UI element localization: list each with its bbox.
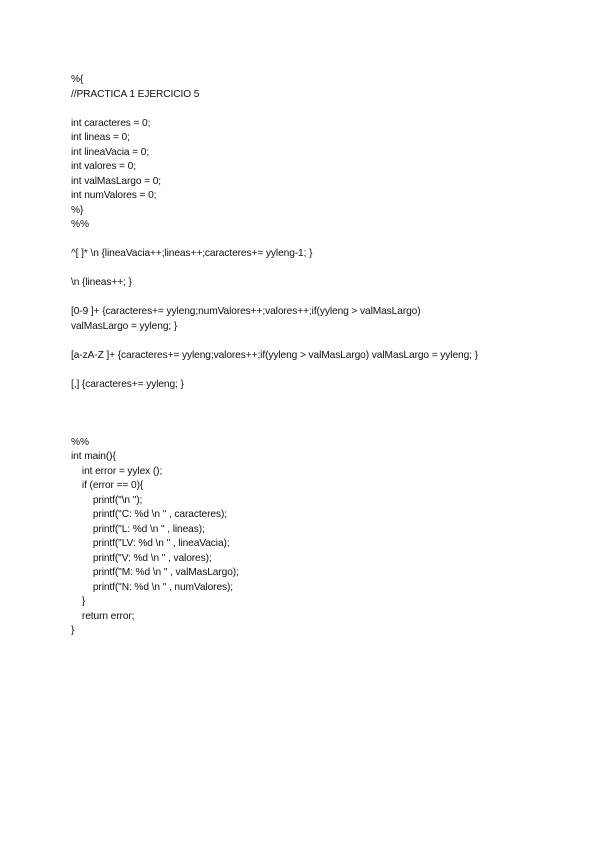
code-line: if (error == 0){ bbox=[71, 480, 144, 491]
code-line: [0-9 ]+ {caracteres+= yyleng;numValores++;valores++;if(yyleng > valMasLargo) bbox=[71, 306, 421, 317]
code-line: printf("L: %d \n " , lineas); bbox=[71, 523, 205, 535]
code-line: int valMasLargo = 0; bbox=[71, 175, 162, 187]
code-line: printf("LV: %d \n " , lineaVacia); bbox=[71, 538, 230, 549]
code-line bbox=[71, 334, 571, 349]
code-line: ^[ ]* \n {lineaVacia++;lineas++;caracteres+= yyleng-1; } bbox=[71, 248, 313, 259]
code-line: printf("C: %d \n " , caracteres); bbox=[71, 509, 227, 520]
code-line: [,] {caracteres+= yyleng; } bbox=[71, 378, 184, 390]
code-line bbox=[71, 291, 571, 306]
code-listing bbox=[71, 73, 571, 639]
code-line bbox=[71, 407, 571, 422]
code-line: int lineaVacia = 0; bbox=[71, 146, 150, 158]
code-line: printf("V: %d \n " , valores); bbox=[71, 552, 212, 564]
code-line bbox=[71, 262, 571, 277]
code-line: %{ bbox=[71, 74, 84, 85]
code-line: valMasLargo = yyleng; } bbox=[71, 320, 178, 332]
code-line: } bbox=[71, 596, 86, 607]
code-line: printf("\n "); bbox=[71, 494, 143, 506]
code-line: printf("N: %d \n " , numValores); bbox=[71, 581, 234, 593]
code-line: printf("M: %d \n " , valMasLargo); bbox=[71, 567, 239, 578]
code-line: //PRACTICA 1 EJERCICIO 5 bbox=[71, 88, 200, 100]
code-line: int numValores = 0; bbox=[71, 190, 157, 201]
code-line: return error; bbox=[71, 610, 135, 622]
code-line bbox=[71, 421, 571, 436]
code-line: %% bbox=[71, 219, 89, 230]
code-line: %} bbox=[71, 204, 84, 216]
code-line bbox=[71, 392, 571, 407]
code-line bbox=[71, 233, 571, 248]
code-line: } bbox=[71, 625, 75, 636]
code-line: int valores = 0; bbox=[71, 161, 136, 172]
code-line: int main(){ bbox=[71, 451, 116, 462]
code-line bbox=[71, 363, 571, 378]
code-line: int error = yylex (); bbox=[71, 465, 163, 477]
code-line bbox=[71, 102, 571, 117]
code-line: \n {lineas++; } bbox=[71, 277, 132, 288]
code-line: int lineas = 0; bbox=[71, 132, 130, 143]
code-line: [a-zA-Z ]+ {caracteres+= yyleng;valores++;if(yyleng > valMasLargo) valMasLargo = yyleng; } bbox=[71, 349, 478, 361]
code-line: int caracteres = 0; bbox=[71, 117, 151, 129]
code-line: %% bbox=[71, 436, 89, 448]
